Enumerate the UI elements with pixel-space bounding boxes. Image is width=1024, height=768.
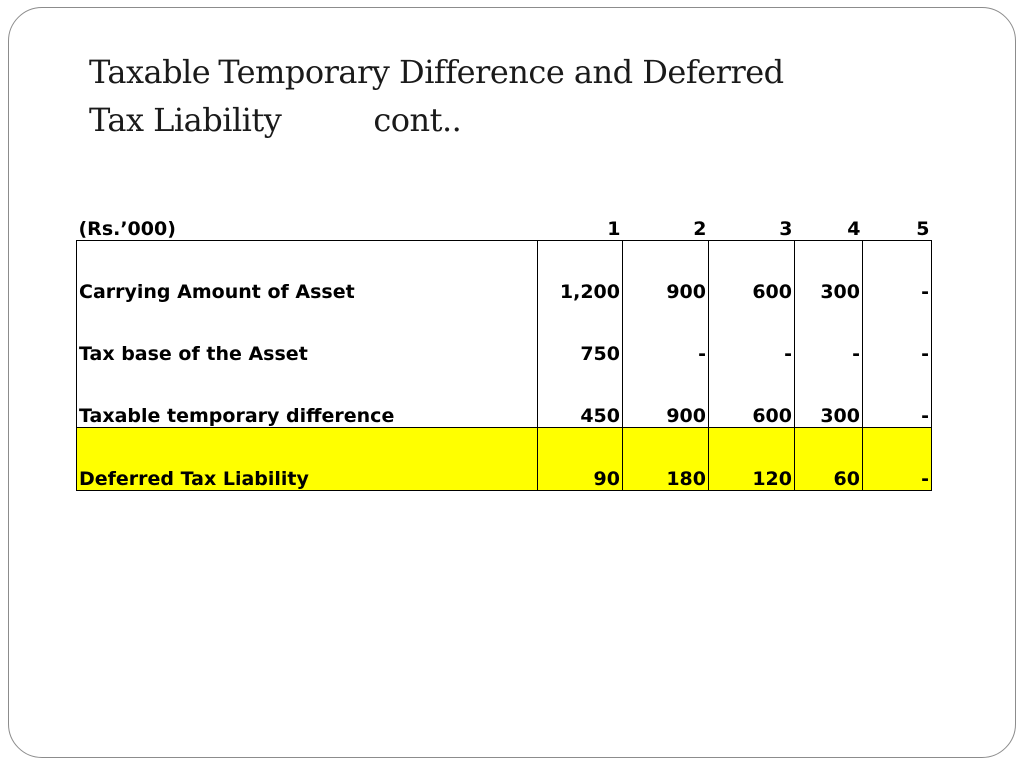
title-text-rest: Temporary Difference and Deferred	[218, 53, 784, 91]
row-label: Tax base of the Asset	[77, 303, 538, 365]
year-header: 4	[847, 218, 861, 240]
table-cell: 180	[623, 428, 709, 491]
table-cell: 600	[709, 241, 795, 304]
year-header: 1	[607, 218, 621, 240]
table-row	[77, 365, 932, 428]
row-label: Carrying Amount of Asset	[77, 241, 538, 304]
table-cell: -	[863, 365, 932, 428]
table-cell: -	[795, 303, 863, 365]
title-line-2	[89, 96, 989, 144]
table-cell: 900	[623, 241, 709, 304]
unit-label: (Rs.’000)	[78, 218, 176, 240]
year-header: 2	[693, 218, 707, 240]
table-cell: -	[863, 241, 932, 304]
table-cell: -	[863, 428, 932, 491]
table-cell: 1,200	[538, 241, 623, 304]
row-label: Deferred Tax Liability	[77, 428, 538, 491]
table-cell: 750	[538, 303, 623, 365]
title-line-1	[89, 48, 989, 96]
table-row	[77, 303, 932, 365]
table-cell: 450	[538, 365, 623, 428]
table-cell: -	[863, 303, 932, 365]
table-cell: 600	[709, 365, 795, 428]
table-cell: -	[623, 303, 709, 365]
year-header: 3	[779, 218, 793, 240]
table-row-highlighted	[77, 428, 932, 491]
deferred-tax-table	[76, 210, 932, 491]
table-header-row	[77, 210, 932, 241]
title-word-taxable: Taxable	[89, 53, 211, 91]
year-header: 5	[916, 218, 930, 240]
table-row	[77, 241, 932, 304]
table-cell: 60	[795, 428, 863, 491]
table-cell: -	[709, 303, 795, 365]
table-cell: 300	[795, 365, 863, 428]
row-label: Taxable temporary difference	[77, 365, 538, 428]
table-cell: 300	[795, 241, 863, 304]
table-cell: 900	[623, 365, 709, 428]
slide-title	[89, 48, 989, 144]
title-text-tax-liability: Tax Liability	[89, 101, 282, 139]
table-cell: 90	[538, 428, 623, 491]
table-cell: 120	[709, 428, 795, 491]
title-text-cont: cont..	[373, 101, 462, 139]
